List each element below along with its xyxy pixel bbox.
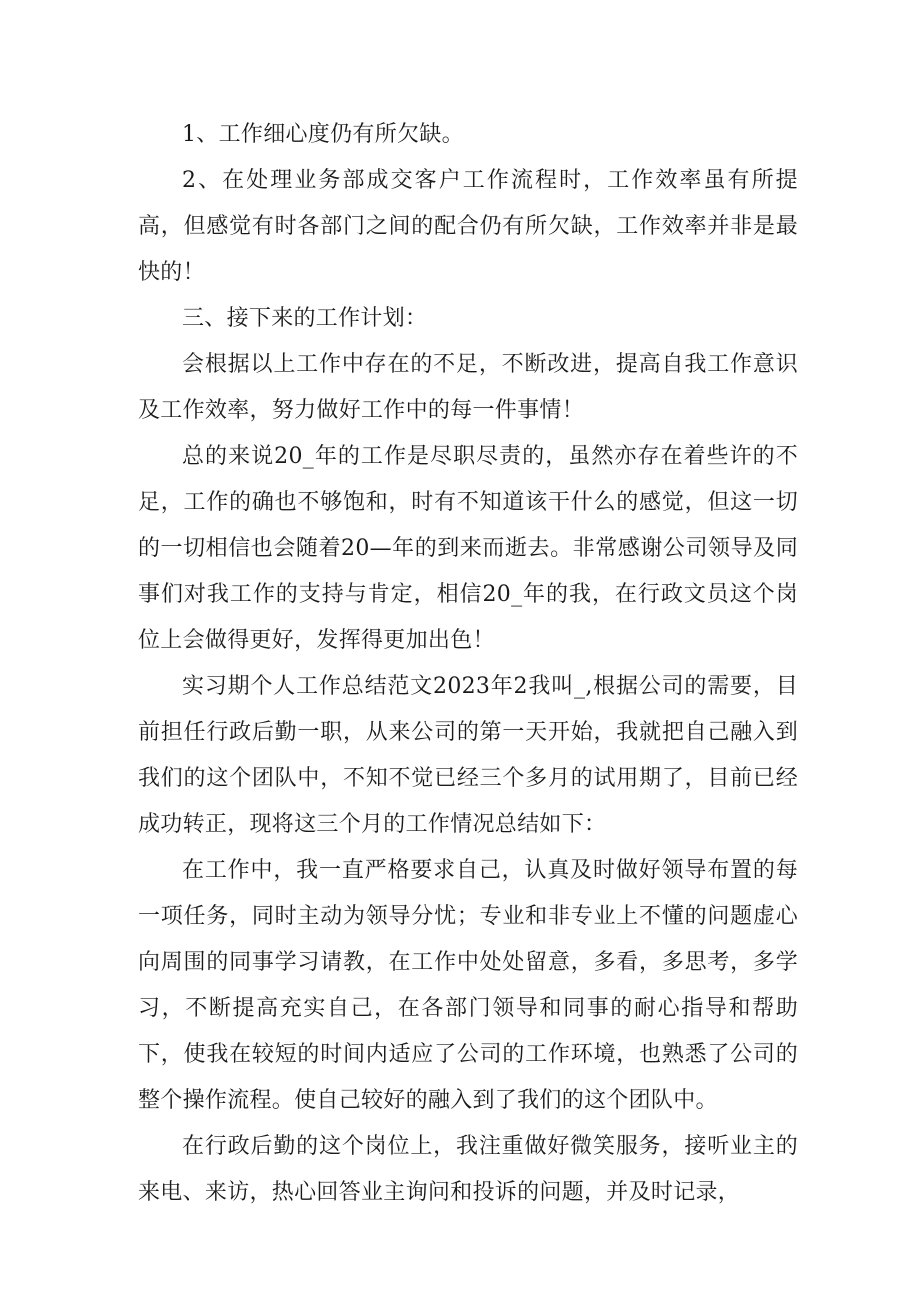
document-body	[138, 112, 798, 1216]
paragraph-1: 1、工作细心度仍有所欠缺。	[182, 122, 464, 147]
section-heading-plan: 三、接下来的工作计划：	[182, 306, 428, 331]
paragraph-4: 会根据以上工作中存在的不足，不断改进，提高自我工作意识及工作效率，努力做好工作中的每一件事情！	[138, 352, 798, 423]
paragraph-6: 实习期个人工作总结范文2023年2我叫_,根据公司的需要，目前担任行政后勤一职，从来公司的第一天开始，我就把自己融入到我们的这个团队中，不知不觉已经三个多月的试用期了，目前已经成功转正，现将这三个月的工作情况总结如下：	[138, 674, 798, 837]
paragraph-8: 在行政后勤的这个岗位上，我注重做好微笑服务，接听业主的来电、来访，热心回答业主询问和投诉的问题，并及时记录，	[138, 1134, 798, 1205]
paragraph-5: 总的来说20_年的工作是尽职尽责的，虽然亦存在着些许的不足，工作的确也不够饱和，时有不知道该干什么的感觉，但这一切的一切相信也会随着20—年的到来而逝去。非常感谢公司领导及同事们对我工作的支持与肯定，相信20_年的我，在行政文员这个岗位上会做得更好，发挥得更加出色！	[138, 444, 798, 653]
paragraph-2: 2、在处理业务部成交客户工作流程时，工作效率虽有所提高，但感觉有时各部门之间的配合仍有所欠缺，工作效率并非是最快的！	[138, 168, 798, 285]
paragraph-7: 在工作中，我一直严格要求自己，认真及时做好领导布置的每一项任务，同时主动为领导分忧；专业和非专业上不懂的问题虚心向周围的同事学习请教，在工作中处处留意，多看，多思考，多学习，不断提高充实自己，在各部门领导和同事的耐心指导和帮助下，使我在较短的时间内适应了公司的工作环境，也熟悉了公司的整个操作流程。使自己较好的融入到了我们的这个团队中。	[138, 858, 798, 1113]
